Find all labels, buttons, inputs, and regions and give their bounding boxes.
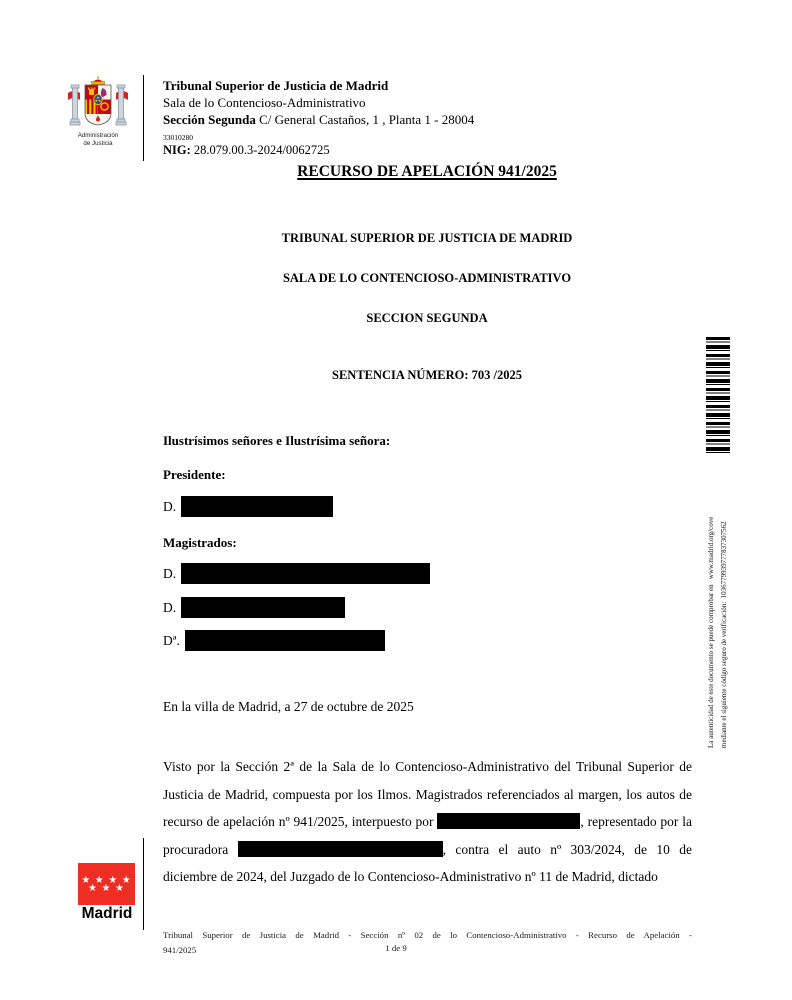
verification-line-1: La autenticidad de este documento se puede comprobar en www.madrid.org/cove <box>707 516 715 748</box>
footer-case-number: 941/2025 <box>163 944 197 955</box>
footer-divider-line <box>143 838 144 930</box>
madrid-stars-row2: ★ ★ ★ <box>88 882 125 894</box>
body-text-part1: Visto por la Sección 2ª de la Sala de lo Contencioso-Administrativo del Tribunal Superior de Justicia de Madrid, compuesta por los Ilmos. Magistrados referenciados al margen, los autos de recurso de apelación nº 941/2025, interpuesto por <box>163 759 692 829</box>
magistrate-row <box>163 597 345 618</box>
magistrate-row <box>163 630 385 651</box>
footer-case-reference: Tribunal Superior de Justicia de Madrid - Sección nº 02 de lo Contencioso-Administrativo - Recurso de Apelación - <box>163 930 692 940</box>
redacted-magistrate-name <box>181 563 430 584</box>
magistrate-prefix: Dª. <box>163 632 180 648</box>
heading-section: SECCION SEGUNDA <box>366 311 488 325</box>
redacted-magistrate-name <box>181 597 345 618</box>
court-address: C/ General Castaños, 1 , Planta 1 - 28004 <box>255 112 475 127</box>
verification-text <box>705 458 731 748</box>
redacted-procurator-name <box>238 841 443 857</box>
nig-line <box>163 143 603 157</box>
court-headings <box>163 231 691 351</box>
barcode <box>706 337 730 455</box>
madrid-stars-row1: ★ ★ ★ ★ <box>81 874 132 886</box>
madrid-logo-label: Madrid <box>81 905 133 922</box>
redacted-president-name <box>181 496 333 517</box>
page-number-indicator: 1 de 9 <box>385 943 407 953</box>
court-chamber: Sala de lo Contencioso-Administrativo <box>163 95 366 110</box>
nig-value: 28.079.00.3-2024/0062725 <box>190 143 330 157</box>
judges-intro: Ilustrísimos señores e Ilustrísima señora: <box>163 433 391 448</box>
spain-coat-of-arms-icon <box>66 76 130 132</box>
court-section: Sección Segunda <box>163 112 256 127</box>
court-section-address <box>163 111 603 128</box>
magistrate-prefix: D. <box>163 565 177 581</box>
caption-line-2: de Justicia <box>83 139 113 147</box>
president-prefix: D. <box>163 498 177 514</box>
office-code: 33010280 <box>163 133 193 142</box>
judgment-body-paragraph <box>163 753 692 891</box>
nig-label: NIG: <box>163 143 191 157</box>
president-label: Presidente: <box>163 467 226 482</box>
body-text-part3: , contra el auto nº 303/2024, de 10 de diciembre de 2024, del Juzgado de lo Contencioso-Administrativo nº 11 de Madrid, dictado <box>163 841 692 884</box>
redacted-magistrate-name <box>185 630 385 651</box>
court-name: Tribunal Superior de Justicia de Madrid <box>163 78 389 93</box>
verification-line-2: mediante el siguiente código seguro de verificación: 1036779939777837307562 <box>720 521 728 748</box>
header-divider-line <box>143 75 144 161</box>
body-text-part2: , representado por la procuradora <box>163 814 692 857</box>
sentence-number: SENTENCIA NÚMERO: 703 /2025 <box>332 368 522 382</box>
magistrados-label: Magistrados: <box>163 535 237 550</box>
case-title: RECURSO DE APELACIÓN 941/2025 <box>297 163 557 180</box>
heading-chamber: SALA DE LO CONTENCIOSO-ADMINISTRATIVO <box>282 271 572 285</box>
magistrate-row <box>163 563 430 584</box>
heading-court: TRIBUNAL SUPERIOR DE JUSTICIA DE MADRID <box>281 231 573 245</box>
caption-line-1: Administración <box>77 132 119 139</box>
madrid-flag-icon <box>78 863 135 905</box>
date-line: En la villa de Madrid, a 27 de octubre de 2025 <box>163 699 414 714</box>
magistrate-prefix: D. <box>163 599 177 615</box>
redacted-appellant-name <box>437 813 580 829</box>
president-row <box>163 496 333 517</box>
court-header <box>163 77 603 157</box>
administracion-justicia-caption <box>52 132 144 147</box>
